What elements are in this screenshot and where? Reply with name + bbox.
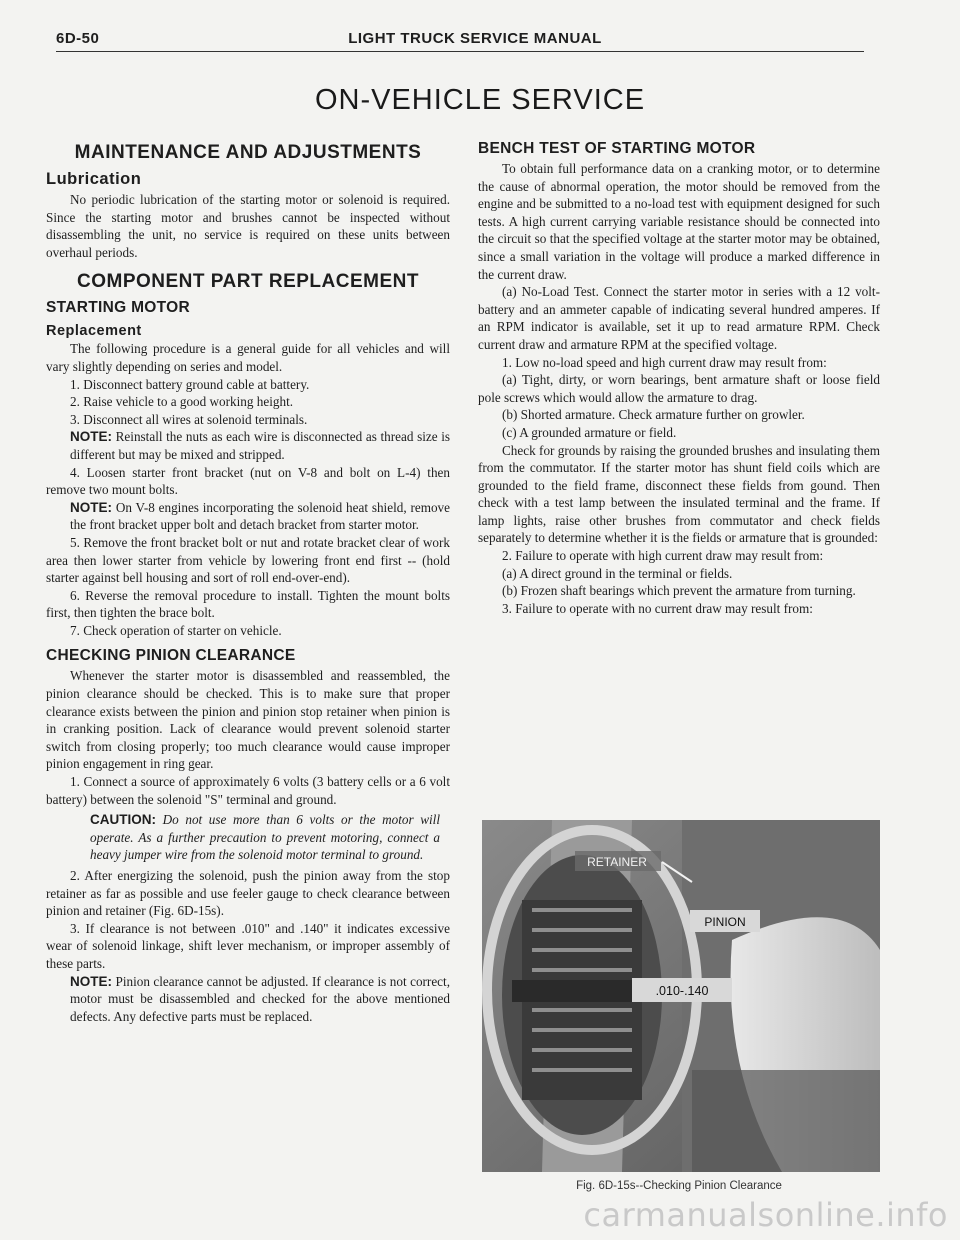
pinion-step-2: 2. After energizing the solenoid, push the pinion away from the stop retainer as far as possible and use feeler gauge to check clearance between pinion and retainer (Fig. 6D-15s). xyxy=(46,868,450,919)
result-1: 1. Low no-load speed and high current draw may result from: xyxy=(502,354,827,370)
page-number: 6D-50 xyxy=(56,30,100,47)
result-1d: Check for grounds by raising the grounded brushes and insulating them from the commutator. If the starter motor has shunt field coils which are grounded to the field frame, disconnect these fields from gound. Then check with a test lamp between the insulated terminal and the frame. If lamp lights, raise other brushes from commutator and check fields separately to determine whether it is the fields or armature that is grounded: xyxy=(478,442,880,546)
lubrication-paragraph: No periodic lubrication of the starting motor or solenoid is required. Since the starting motor and brushes cannot be inspected without disassembling the unit, no service is required on these units between overhaul periods. xyxy=(46,192,450,260)
replacement-step-1: 1. Disconnect battery ground cable at battery. xyxy=(70,376,310,392)
label-retainer: RETAINER xyxy=(587,855,647,869)
bench-intro: To obtain full performance data on a cranking motor, or to determine the cause of abnormal operation, the motor should be removed from the engine and be submitted to a no-load test with equipment designed for such tests. A high current carrying variable resistance should be connected into the circuit so that the specified voltage at the starter motor may be obtained, since a small variation in the voltage will produce a marked difference in the current draw. xyxy=(478,161,880,282)
label-pinion: PINION xyxy=(704,915,746,929)
watermark: carmanualsonline.info xyxy=(583,1196,948,1234)
note-text: Pinion clearance cannot be adjusted. If clearance is not correct, motor must be disassembled and checked for the above mentioned defects. Any defective parts must be replaced. xyxy=(70,973,450,1024)
replacement-step-7: 7. Check operation of starter on vehicle. xyxy=(70,622,282,638)
result-2: 2. Failure to operate with high current draw may result from: xyxy=(502,548,824,564)
lubrication-heading: Lubrication xyxy=(46,170,142,188)
running-header xyxy=(56,30,864,52)
manual-title: LIGHT TRUCK SERVICE MANUAL xyxy=(348,30,602,47)
replacement-step-6: 6. Reverse the removal procedure to install. Tighten the mount bolts first, then tighten the brace bolt. xyxy=(46,587,450,621)
replacement-step-4: 4. Loosen starter front bracket (nut on V-8 and bolt on L-4) then remove two mount bolts. xyxy=(46,464,450,498)
replacement-step-3: 3. Disconnect all wires at solenoid terminals. xyxy=(70,411,308,427)
pinion-clearance-heading: CHECKING PINION CLEARANCE xyxy=(46,647,296,665)
pinion-intro: Whenever the starter motor is disassembled and reassembled, the pinion clearance should be checked. This is to make sure that proper clearance exists between the pinion and pinion stop retainer when pinion is in cranking position. Lack of clearance would prevent solenoid starter switch from closing properly; too much clearance would cause improper pinion engagement in ring gear. xyxy=(46,668,450,772)
photo-illustration xyxy=(482,820,880,1172)
maintenance-heading: MAINTENANCE AND ADJUSTMENTS xyxy=(74,142,422,163)
component-heading: COMPONENT PART REPLACEMENT xyxy=(77,271,419,293)
note-label: NOTE: xyxy=(70,429,112,445)
result-1a: (a) Tight, dirty, or worn bearings, bent armature shaft or loose field pole screws which would allow the armature to drag. xyxy=(478,372,880,405)
replacement-step-2: 2. Raise vehicle to a good working height. xyxy=(70,394,294,410)
result-2a: (a) A direct ground in the terminal or fields. xyxy=(502,565,733,581)
bench-test-heading: BENCH TEST OF STARTING MOTOR xyxy=(478,140,756,157)
left-column xyxy=(46,136,450,1025)
result-3: 3. Failure to operate with no current draw may result from: xyxy=(502,600,813,616)
replacement-step-5: 5. Remove the front bracket bolt or nut and rotate bracket clear of work area then lower starter from vehicle by lowering front end first -- (hold starter against bell housing and sort of roll end-over-end). xyxy=(46,534,450,586)
label-clearance: .010-.140 xyxy=(655,984,709,998)
note-label: NOTE: xyxy=(70,973,112,989)
pinion-step-3: 3. If clearance is not between .010" and .140" it indicates excessive wear of solenoid linkage, shift lever mechanism, or improper assembly of these parts. xyxy=(46,920,450,971)
figure-caption: Fig. 6D-15s--Checking Pinion Clearance xyxy=(576,1180,782,1192)
note-label: NOTE: xyxy=(70,499,112,515)
note-1 xyxy=(46,428,450,463)
note-2 xyxy=(46,499,450,534)
pinion-step-1: 1. Connect a source of approximately 6 volts (3 battery cells or a 6 volt battery) between the solenoid "S" terminal and ground. xyxy=(46,774,450,807)
right-column xyxy=(478,136,880,617)
note-3 xyxy=(46,973,450,1026)
caution-label: CAUTION: xyxy=(90,812,156,828)
note-text: Reinstall the nuts as each wire is disconnected as thread size is different but may be mixed and stripped. xyxy=(70,429,450,462)
result-1b: (b) Shorted armature. Check armature further on growler. xyxy=(502,407,805,423)
starting-motor-heading: STARTING MOTOR xyxy=(46,299,190,317)
replacement-heading: Replacement xyxy=(46,323,142,340)
replacement-intro: The following procedure is a general guide for all vehicles and will vary slightly depending on series and model. xyxy=(46,341,450,374)
caution xyxy=(46,811,450,864)
caution-text: Do not use more than 6 volts or the motor will operate. As a further precaution to prevent motoring, connect a heavy jumper wire from the solenoid motor terminal to ground. xyxy=(90,812,440,863)
no-load-test: (a) No-Load Test. Connect the starter motor in series with a 12 volt-battery and an ammeter capable of indicating several hundred amperes. If an RPM indicator is available, set it up to read armature RPM. Check current draw and armature RPM at the specified voltage. xyxy=(478,284,880,352)
result-1c: (c) A grounded armature or field. xyxy=(502,424,677,440)
result-2b: (b) Frozen shaft bearings which prevent the armature from turning. xyxy=(502,583,856,599)
pinion-clearance-photo xyxy=(482,820,880,1172)
page-title: ON-VEHICLE SERVICE xyxy=(314,84,646,116)
note-text: On V-8 engines incorporating the solenoid heat shield, remove the front bracket upper bolt and detach bracket from starter motor. xyxy=(70,499,450,533)
